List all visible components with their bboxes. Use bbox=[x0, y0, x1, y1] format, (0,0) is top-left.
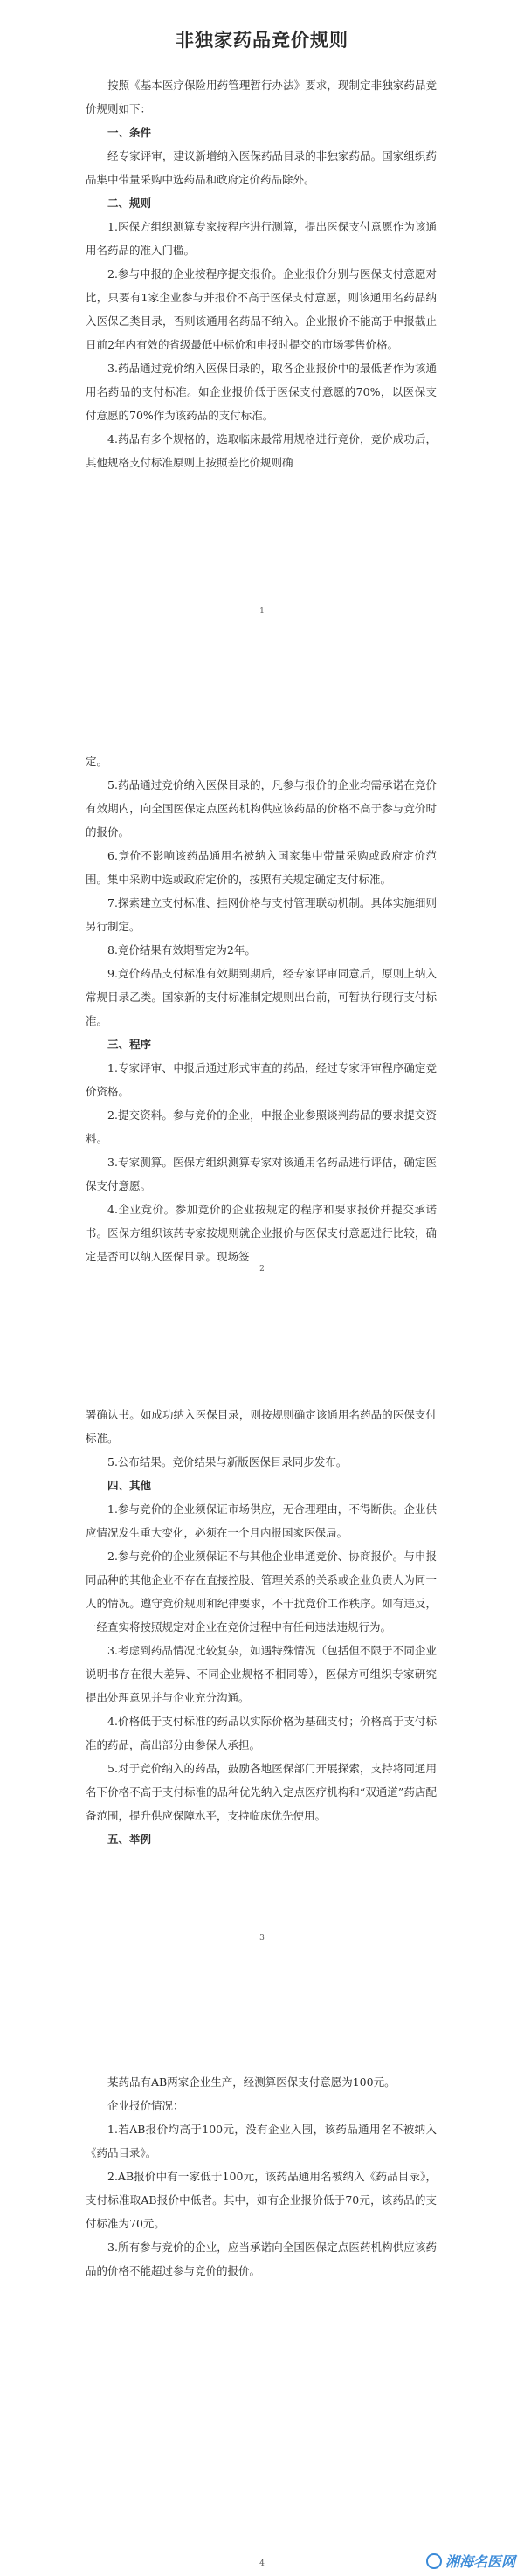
continued-paragraph: 定。 bbox=[86, 755, 108, 768]
body-paragraph: 5.对于竞价纳入的药品，鼓励各地医保部门开展探索，支持将同通用名下价格不高于支付标准的品种优先纳入定点医疗机构和“双通道”药店配备范围，提升供应保障水平，支持临床优先使用。 bbox=[86, 1762, 437, 1822]
page-3-content bbox=[0, 1300, 524, 1851]
body-paragraph: 4.价格低于支付标准的药品以实际价格为基础支付；价格高于支付标准的药品，高出部分由参保人承担。 bbox=[86, 1715, 437, 1751]
section-heading: 五、举例 bbox=[107, 1833, 152, 1846]
body-paragraph: 4.药品有多个规格的，选取临床最常用规格进行竞价，竞价成功后，其他规格支付标准原则上按照差比价规则确 bbox=[86, 432, 437, 469]
body-paragraph: 3.所有参与竞价的企业，应当承诺向全国医保定点医药机构供应该药品的价格不能超过参与竞价的报价。 bbox=[86, 2241, 437, 2277]
section-heading: 一、条件 bbox=[107, 126, 152, 139]
body-paragraph: 某药品有AB两家企业生产，经测算医保支付意愿为100元。 bbox=[107, 2075, 396, 2089]
body-paragraph: 3.专家测算。医保方组织测算专家对该通用名药品进行评估，确定医保支付意愿。 bbox=[86, 1156, 437, 1192]
continued-paragraph: 署确认书。如成功纳入医保目录，则按规则确定该通用名药品的医保支付标准。 bbox=[86, 1408, 437, 1445]
body-paragraph: 1.医保方组织测算专家按程序进行测算，提出医保支付意愿作为该通用名药品的准入门槛。 bbox=[86, 220, 437, 257]
body-paragraph: 9.竞价药品支付标准有效期到期后，经专家评审同意后，原则上纳入常规目录乙类。国家新的支付标准制定规则出台前，可暂执行现行支付标准。 bbox=[86, 967, 437, 1027]
body-paragraph: 按照《基本医疗保险用药管理暂行办法》要求，现制定非独家药品竞价规则如下： bbox=[86, 79, 437, 115]
body-paragraph: 1.参与竞价的企业须保证市场供应，无合理理由，不得断供。企业供应情况发生重大变化，必须在一个月内报国家医保局。 bbox=[86, 1502, 437, 1539]
watermark-text: 湘海名医网 bbox=[445, 2553, 515, 2570]
body-paragraph: 6.竞价不影响该药品通用名被纳入国家集中带量采购或政府定价范围。集中采购中选或政府定价的，按照有关规定确定支付标准。 bbox=[86, 849, 437, 886]
section-heading: 三、程序 bbox=[107, 1038, 152, 1051]
page-number-2: 2 bbox=[259, 1265, 265, 1274]
section-heading: 四、其他 bbox=[107, 1479, 152, 1492]
page-number-4: 4 bbox=[259, 2559, 265, 2568]
body-paragraph: 8.竞价结果有效期暂定为2年。 bbox=[107, 943, 256, 957]
body-paragraph: 5.药品通过竞价纳入医保目录的，凡参与报价的企业均需承诺在竞价有效期内，向全国医保定点医药机构供应该药品的价格不高于参与竞价时的报价。 bbox=[86, 778, 437, 839]
page-1-content bbox=[0, 73, 524, 474]
body-paragraph: 3.考虑到药品情况比较复杂，如遇特殊情况（包括但不限于不同企业说明书存在很大差异、不同企业规格不相同等），医保方可组织专家研究提出处理意见并与企业充分沟通。 bbox=[86, 1644, 437, 1704]
body-paragraph: 企业报价情况： bbox=[107, 2099, 184, 2112]
section-heading: 二、规则 bbox=[107, 197, 152, 210]
page-4-content bbox=[0, 1969, 524, 2282]
site-watermark bbox=[426, 2551, 515, 2571]
body-paragraph: 2.参与竞价的企业须保证不与其他企业串通竞价、协商报价。与申报同品种的其他企业不存在直接控股、管理关系的关系或企业负责人为同一人的情况。遵守竞价规则和纪律要求，不干扰竞价工作秩序。如有违反，一经查实将按照规定对企业在竞价过程中有任何违法违规行为。 bbox=[86, 1550, 437, 1633]
page-number-3: 3 bbox=[259, 1934, 265, 1943]
document-title: 非独家药品竞价规则 bbox=[176, 29, 348, 51]
page-2-content bbox=[0, 646, 524, 1268]
watermark-logo-icon bbox=[426, 2553, 442, 2569]
body-paragraph: 7.探索建立支付标准、挂网价格与支付管理联动机制。具体实施细则另行制定。 bbox=[86, 896, 437, 933]
body-paragraph: 4.企业竞价。参加竞价的企业按规定的程序和要求报价并提交承诺书。医保方组织该药专家按规则就企业报价与医保支付意愿进行比较，确定是否可以纳入医保目录。现场签 bbox=[86, 1203, 437, 1263]
page-number-1: 1 bbox=[259, 607, 265, 616]
body-paragraph: 2.提交资料。参与竞价的企业，申报企业参照谈判药品的要求提交资料。 bbox=[86, 1108, 437, 1145]
body-paragraph: 1.若AB报价均高于100元，没有企业入围，该药品通用名不被纳入《药品目录》。 bbox=[86, 2123, 437, 2159]
body-paragraph: 1.专家评审、申报后通过形式审查的药品，经过专家评审程序确定竞价资格。 bbox=[86, 1061, 437, 1098]
document-page-1 bbox=[0, 0, 524, 626]
document-page-4 bbox=[0, 1969, 524, 2576]
body-paragraph: 2.AB报价中有一家低于100元，该药品通用名被纳入《药品目录》，支付标准取AB报价中低者。其中，如有企业报价低于70元，该药品的支付标准为70元。 bbox=[86, 2170, 437, 2230]
document-page-2 bbox=[0, 646, 524, 1284]
body-paragraph: 5.公布结果。竞价结果与新版医保目录同步发布。 bbox=[107, 1455, 348, 1468]
body-paragraph: 3.药品通过竞价纳入医保目录的，取各企业报价中的最低者作为该通用名药品的支付标准。如企业报价低于医保支付意愿的70%，以医保支付意愿的70%作为该药品的支付标准。 bbox=[86, 362, 437, 422]
body-paragraph: 经专家评审，建议新增纳入医保药品目录的非独家药品。国家组织药品集中带量采购中选药品和政府定价药品除外。 bbox=[86, 149, 437, 186]
body-paragraph: 2.参与申报的企业按程序提交报价。企业报价分别与医保支付意愿对比，只要有1家企业参与并报价不高于医保支付意愿，则该通用名药品纳入医保乙类目录，否则该通用名药品不纳入。企业报价不能高于申报截止日前2年内有效的省级最低中标价和申报时提交的市场零售价格。 bbox=[86, 267, 437, 351]
document-page-3 bbox=[0, 1300, 524, 1953]
